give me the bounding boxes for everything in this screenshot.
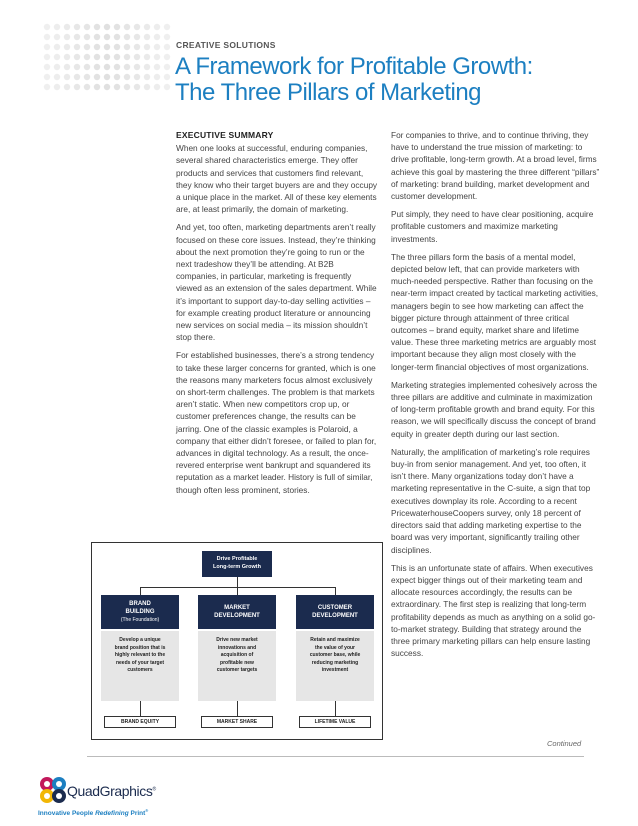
- decorative-dot: [84, 54, 90, 60]
- connector-right: [335, 587, 336, 595]
- connector-left: [140, 587, 141, 595]
- decorative-dot: [54, 24, 60, 30]
- connector-outcome-right: [335, 701, 336, 716]
- decorative-dot: [134, 64, 140, 70]
- connector-outcome-left: [140, 701, 141, 716]
- decorative-dot: [104, 44, 110, 50]
- decorative-dot: [64, 84, 70, 90]
- decorative-dot: [124, 34, 130, 40]
- desc-line: reducing marketing: [311, 659, 359, 666]
- decorative-dot: [154, 44, 160, 50]
- pillar-description: [296, 631, 374, 701]
- logo-name: QuadGraphics: [67, 783, 153, 799]
- decorative-dot: [144, 34, 150, 40]
- quad-logo-icon: [38, 775, 68, 805]
- top-goal-line-2: Long-term Growth: [213, 564, 261, 570]
- outcome-brand-equity: BRAND EQUITY: [104, 716, 176, 728]
- decorative-dot: [64, 34, 70, 40]
- pillar-customer-development: [296, 595, 374, 629]
- left-paragraph: And yet, too often, marketing departments aren’t really focused on these core issues. Instead, they’re thinking about the next promotion they’re going to run or the next tradeshow they’ll be attending. At B2B companies, in particular, marketing is frequently viewed as an extension of the sales department. While it’s important to support day-to-day selling activities – for example creating product literature or announcing new services on social media – its mission shouldn’t stop there.: [176, 222, 377, 343]
- desc-line: Drive new market: [216, 637, 258, 643]
- desc-line: profitable new: [220, 659, 254, 666]
- decorative-dot: [134, 44, 140, 50]
- decorative-dot: [124, 54, 130, 60]
- connector-vertical: [237, 577, 238, 587]
- decorative-dot: [84, 64, 90, 70]
- decorative-dot: [44, 54, 50, 60]
- decorative-dot: [74, 34, 80, 40]
- left-column: [176, 129, 378, 502]
- pillar-label-1: MARKET: [224, 605, 250, 611]
- decorative-dot: [104, 54, 110, 60]
- dot-pattern-decoration: [42, 22, 172, 92]
- decorative-dot: [94, 84, 100, 90]
- right-paragraph: Put simply, they need to have clear positioning, acquire profitable customers and maximize marketing investments.: [391, 209, 594, 244]
- decorative-dot: [144, 54, 150, 60]
- desc-line: brand position that is: [114, 644, 166, 651]
- decorative-dot: [164, 44, 170, 50]
- outcome-lifetime-value: LIFETIME VALUE: [299, 716, 371, 728]
- decorative-dot: [74, 64, 80, 70]
- decorative-dot: [134, 54, 140, 60]
- decorative-dot: [44, 24, 50, 30]
- decorative-dot: [124, 44, 130, 50]
- decorative-dot: [134, 24, 140, 30]
- right-paragraph: Marketing strategies implemented cohesively across the three pillars are additive and culminate in maximization of long-term profitable growth and brand equity. For this reason, we will specifically discuss the concept of brand equity in greater depth during our last section.: [391, 379, 598, 439]
- decorative-dot: [164, 34, 170, 40]
- decorative-dot: [64, 64, 70, 70]
- decorative-dot: [54, 74, 60, 80]
- decorative-dot: [44, 74, 50, 80]
- decorative-dot: [54, 64, 60, 70]
- decorative-dot: [154, 24, 160, 30]
- decorative-dot: [74, 44, 80, 50]
- decorative-dot: [124, 74, 130, 80]
- decorative-dot: [64, 54, 70, 60]
- decorative-dot: [44, 34, 50, 40]
- footer-divider: [87, 756, 584, 757]
- pillar-label-1: CUSTOMER: [317, 605, 353, 611]
- decorative-dot: [54, 54, 60, 60]
- pillar-description: [101, 631, 179, 701]
- pillar-market-development: [198, 595, 276, 629]
- decorative-dot: [124, 24, 130, 30]
- executive-summary-heading: EXECUTIVE SUMMARY: [176, 130, 274, 140]
- desc-line: Develop a unique: [119, 637, 161, 643]
- decorative-dot: [104, 84, 110, 90]
- right-paragraph: The three pillars form the basis of a mental model, depicted below left, that can provide marketers with much-needed perspective. Rather than focusing on the near-term impact created by tactical marketing activities, managers begin to see how marketing can affect the bigger picture through attainment of three critical outcomes – brand equity, market share and lifetime value. These three marketing metrics are arguably most important because they align most closely with the longer-term financial objectives of most organizations.: [391, 251, 599, 372]
- title-line-1: A Framework for Profitable Growth:: [175, 53, 533, 80]
- decorative-dot: [154, 64, 160, 70]
- decorative-dot: [104, 74, 110, 80]
- decorative-dot: [84, 24, 90, 30]
- decorative-dot: [114, 44, 120, 50]
- decorative-dot: [114, 64, 120, 70]
- decorative-dot: [44, 84, 50, 90]
- decorative-dot: [54, 34, 60, 40]
- continued-label: Continued: [547, 739, 582, 748]
- decorative-dot: [94, 44, 100, 50]
- decorative-dot: [164, 64, 170, 70]
- tagline: [38, 808, 148, 817]
- three-pillars-diagram: [91, 542, 383, 740]
- decorative-dot: [114, 74, 120, 80]
- right-paragraph: This is an unfortunate state of affairs. When executives expect bigger things out of their marketing team and allocate resources accordingly, the results can be extraordinary. The first step is realizing that long-term profitability depends as much as anything on a solid go-to-market strategy. Building that strategy around the three primary marketing pillars can help ensure lasting success.: [391, 562, 596, 659]
- decorative-dot: [94, 24, 100, 30]
- top-goal-line-1: Drive Profitable: [216, 556, 258, 562]
- decorative-dot: [164, 54, 170, 60]
- tagline-part-a: Innovative People: [38, 810, 96, 818]
- decorative-dot: [154, 74, 160, 80]
- decorative-dot: [154, 34, 160, 40]
- decorative-dot: [154, 54, 160, 60]
- decorative-dot: [94, 54, 100, 60]
- pillar-label-2: BUILDING: [125, 609, 155, 615]
- pillar-brand-building: [101, 595, 179, 629]
- decorative-dot: [74, 24, 80, 30]
- decorative-dot: [114, 54, 120, 60]
- decorative-dot: [144, 84, 150, 90]
- pillar-sublabel: (The Foundation): [120, 617, 160, 623]
- decorative-dot: [164, 74, 170, 80]
- right-paragraph: For companies to thrive, and to continue thriving, they have to understand the true mission of marketing: to drive profitable, long-term growth. At a broad level, firms achieve this goal by mastering the three different “pillars” of marketing: brand building, market development and customer development.: [391, 130, 600, 202]
- decorative-dot: [84, 34, 90, 40]
- decorative-dot: [74, 74, 80, 80]
- diagram-top-goal: [202, 551, 272, 577]
- decorative-dot: [144, 64, 150, 70]
- decorative-dot: [114, 24, 120, 30]
- connector-middle: [237, 587, 238, 595]
- decorative-dot: [44, 64, 50, 70]
- decorative-dot: [64, 44, 70, 50]
- page-title: [175, 54, 533, 106]
- desc-line: Retain and maximize: [310, 637, 360, 643]
- desc-line: customer targets: [216, 667, 258, 673]
- decorative-dot: [54, 84, 60, 90]
- tagline-part-c: Print: [128, 810, 146, 818]
- logo-trademark: ®: [152, 786, 156, 793]
- desc-line: highly relevant to the: [114, 652, 166, 658]
- title-line-2: The Three Pillars of Marketing: [175, 79, 482, 106]
- desc-line: innovations and: [217, 644, 257, 651]
- desc-line: investment: [321, 667, 349, 673]
- left-paragraph: For established businesses, there’s a strong tendency to take these larger concerns for granted, which is one the reasons many marketers focus almost exclusively on short-term challenges. The problem is that markets aren’t static. When new competitors crop up, or customer preferences change, the results can be jarring. One of the classic examples is Polaroid, a company that either didn’t foresee, or failed to plan for, advances in digital technology. As a result, the once-revered enterprise went bankrupt and squandered its reputation as a market leader. History is full of similar, though often less prominent, stories.: [176, 350, 377, 495]
- decorative-dot: [64, 74, 70, 80]
- pillar-label-1: BRAND: [129, 601, 151, 607]
- pillar-label-2: DEVELOPMENT: [312, 613, 358, 619]
- decorative-dot: [114, 84, 120, 90]
- decorative-dot: [64, 24, 70, 30]
- decorative-dot: [114, 34, 120, 40]
- desc-line: customers: [127, 667, 153, 673]
- decorative-dot: [94, 74, 100, 80]
- pillar-description: [198, 631, 276, 701]
- decorative-dot: [144, 44, 150, 50]
- decorative-dot: [104, 24, 110, 30]
- logo-wordmark: [67, 783, 156, 799]
- tagline-part-b: Redefining: [95, 810, 129, 818]
- decorative-dot: [94, 64, 100, 70]
- decorative-dot: [164, 84, 170, 90]
- desc-line: the value of your: [314, 644, 355, 651]
- desc-line: needs of your target: [115, 659, 165, 666]
- pillar-label-2: DEVELOPMENT: [214, 613, 260, 619]
- decorative-dot: [154, 84, 160, 90]
- decorative-dot: [134, 34, 140, 40]
- connector-outcome-middle: [237, 701, 238, 716]
- decorative-dot: [94, 34, 100, 40]
- section-kicker: CREATIVE SOLUTIONS: [176, 40, 276, 50]
- right-paragraph: Naturally, the amplification of marketing’s role requires buy-in from senior management. And yet, too often, it isn’t there. Many organizations today don’t have a marketing representative in the C-suite, a sign that top executives downplay its role. According to a recent PricewaterhouseCoopers survey, only 18 percent of directors said that adding marketing expertise to the board was very important, significantly trailing other disciplines.: [391, 446, 591, 555]
- tagline-trademark: ®: [145, 808, 149, 813]
- outcome-market-share: MARKET SHARE: [201, 716, 273, 728]
- decorative-dot: [124, 84, 130, 90]
- decorative-dot: [124, 64, 130, 70]
- decorative-dot: [84, 74, 90, 80]
- decorative-dot: [144, 74, 150, 80]
- decorative-dot: [104, 34, 110, 40]
- decorative-dot: [104, 64, 110, 70]
- decorative-dot: [164, 24, 170, 30]
- decorative-dot: [144, 24, 150, 30]
- decorative-dot: [74, 54, 80, 60]
- decorative-dot: [84, 44, 90, 50]
- decorative-dot: [84, 84, 90, 90]
- decorative-dot: [44, 44, 50, 50]
- decorative-dot: [74, 84, 80, 90]
- decorative-dot: [134, 74, 140, 80]
- desc-line: acquisition of: [220, 652, 254, 658]
- desc-line: customer base, while: [309, 652, 361, 658]
- decorative-dot: [134, 84, 140, 90]
- right-column: [391, 129, 601, 665]
- left-paragraph: When one looks at successful, enduring companies, several shared characteristics emerge. They offer products and services that customers find relevant, they know who their target buyers are and they occupy a unique place in the market. All of these key elements are, at least primarily, the domain of marketing.: [176, 143, 378, 215]
- decorative-dot: [54, 44, 60, 50]
